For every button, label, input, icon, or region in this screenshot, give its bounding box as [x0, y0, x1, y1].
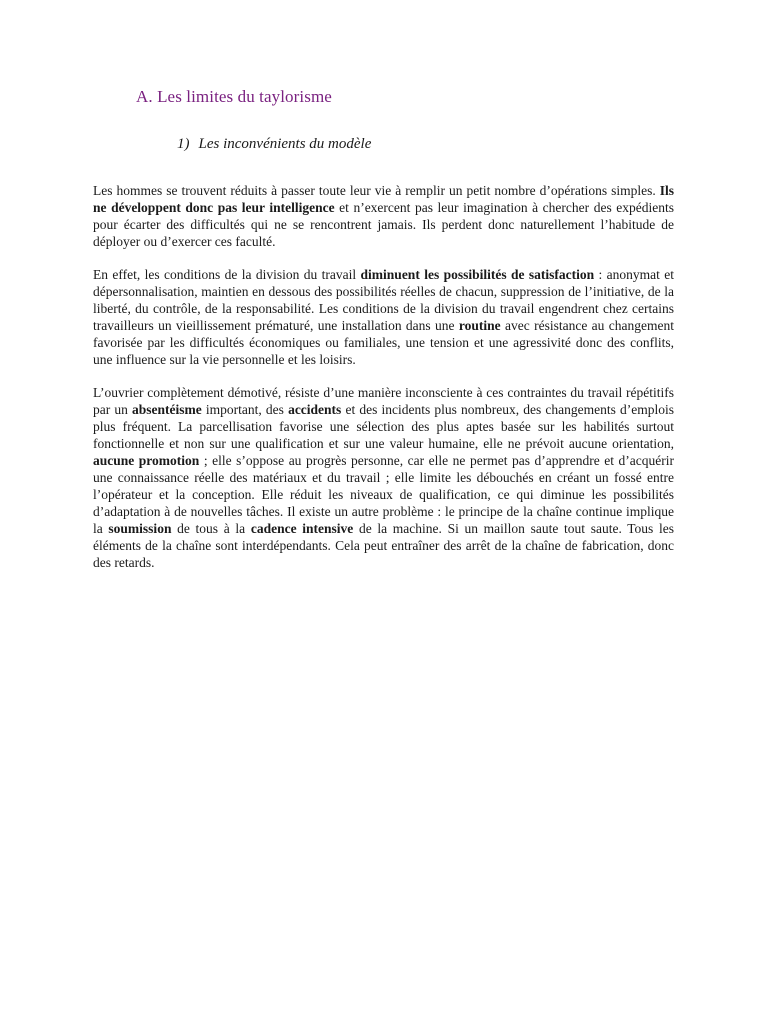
- paragraph-text: de la machine. Si un maillon saute tout saute. Tous les éléments de la chaîne sont interdépendants. Cela peut entraîner des arrêt de la chaîne de fabrication, donc des retards.: [93, 521, 674, 570]
- emphasis-text: Ils ne développent donc pas leur intelligence: [93, 183, 674, 215]
- subsection-title: Les inconvénients du modèle: [198, 136, 372, 152]
- paragraph-text: En effet, les conditions de la division du travail: [93, 267, 361, 282]
- paragraph-1: [93, 182, 674, 250]
- emphasis-text: routine: [458, 318, 501, 333]
- emphasis-text: soumission: [108, 521, 172, 536]
- subsection-number: 1): [177, 136, 190, 152]
- paragraph-text: : anonymat et dépersonnalisation, maintien en dessous des possibilités réelles de chacun, suppression de l’initiative, de la liberté, du contrôle, de la responsabilité. Les conditions de la division du travail engendrent chez certains travailleurs un vieillissement prématuré, une installation dans une: [93, 267, 675, 333]
- paragraph-text: de tous à la: [171, 521, 251, 536]
- emphasis-text: diminuent les possibilités de satisfaction: [360, 267, 595, 282]
- paragraph-text: et des incidents plus nombreux, des changements d’emplois plus fréquent. La parcellisation favorise une sélection des plus aptes basée sur les habilités surtout fonctionnelle et non sur une qualification et sur une valeur humaine, elle ne prévoit aucune orientation,: [93, 402, 674, 451]
- paragraph-3: [93, 384, 674, 571]
- paragraph-text: ; elle s’oppose au progrès personne, car elle ne permet pas d’apprendre et d’acquérir une connaissance réelle des matériaux et du travail ; elle limite les débouchés en créant un fossé entre l’opérateur et la conception. Elle réduit les niveaux de qualification, ce qui diminue les possibilités d’adaptation à de nouvelles tâches. Il existe un autre problème : le principe de la chaîne continue implique la: [93, 453, 675, 536]
- body-text: [93, 182, 674, 587]
- emphasis-text: cadence intensive: [250, 521, 354, 536]
- paragraph-text: avec résistance au changement favorisée par les difficultés économiques ou familiales, une tension et une agressivité donc des conflits, une influence sur la vie personnelle et les loisirs.: [93, 318, 674, 367]
- paragraph-text: et n’exercent pas leur imagination à chercher des expédients pour écarter des difficultés qui ne se rencontrent jamais. Ils perdent donc naturellement l’habitude de déployer ou d’exercer ces faculté.: [93, 200, 674, 249]
- subsection-heading: [177, 136, 371, 153]
- paragraph-text: Les hommes se trouvent réduits à passer toute leur vie à remplir un petit nombre d’opérations simples.: [93, 183, 660, 198]
- emphasis-text: accidents: [288, 402, 342, 417]
- paragraph-2: [93, 266, 674, 368]
- emphasis-text: aucune promotion: [93, 453, 200, 468]
- paragraph-text: L’ouvrier complètement démotivé, résiste d’une manière inconsciente à ces contraintes du travail répétitifs par un: [93, 385, 674, 417]
- paragraph-text: important, des: [201, 402, 289, 417]
- section-heading: A. Les limites du taylorisme: [136, 87, 332, 106]
- emphasis-text: absentéisme: [132, 402, 202, 417]
